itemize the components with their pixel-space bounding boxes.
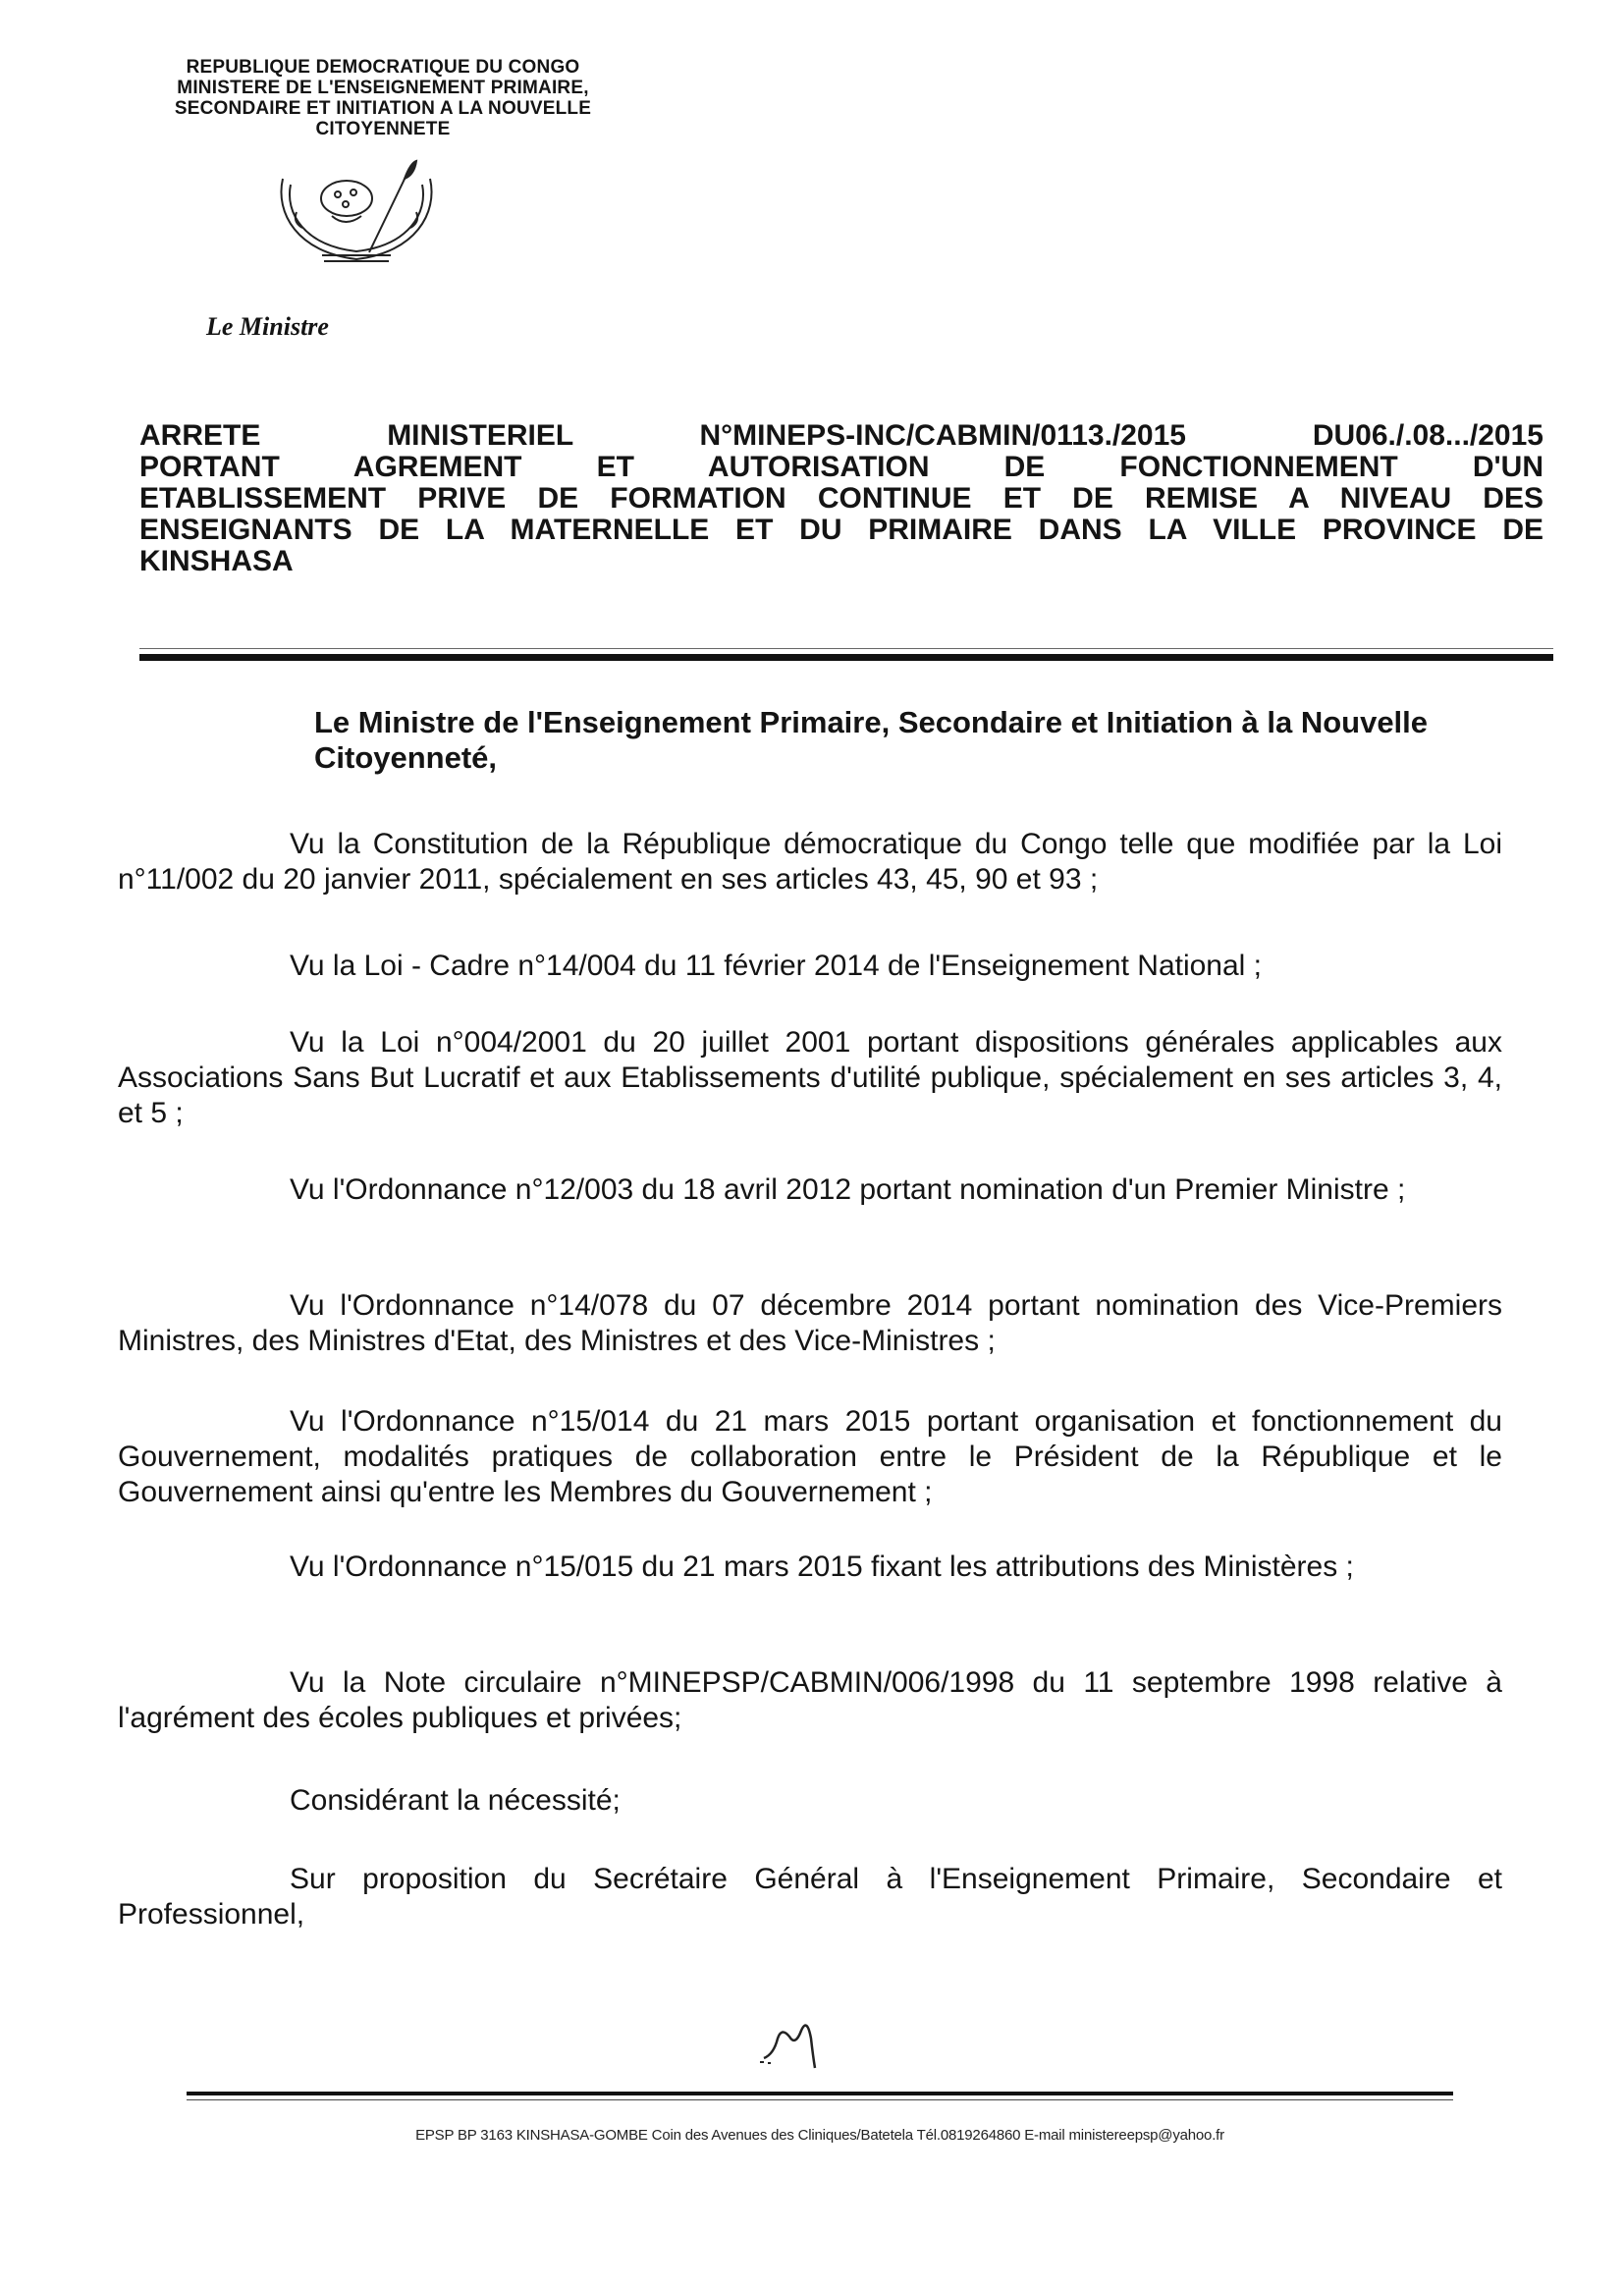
title-line: PORTANT AGREMENT ET AUTORISATION DE FONCTIONNEMENT D'UN [139, 451, 1543, 483]
recital-text: Vu l'Ordonnance n°12/003 du 18 avril 2012 portant nomination d'un Premier Ministre ; [290, 1173, 1406, 1206]
recital-text: Vu l'Ordonnance n°14/078 du 07 décembre 2014 portant nomination des Vice-Premiers Ministres, des Ministres d'Etat, des Ministres et des Vice-Ministres ; [118, 1289, 1502, 1357]
footer-divider-thin [187, 2099, 1453, 2100]
signer-caption: Le Ministre [206, 312, 329, 341]
recital-text: Sur proposition du Secrétaire Général à l'Enseignement Primaire, Secondaire et Professionnel, [118, 1863, 1502, 1931]
recital-constitution [118, 827, 1502, 898]
recital-ministries-attributions [118, 1550, 1502, 1585]
recital-text: Vu la Loi - Cadre n°14/004 du 11 février 2014 de l'Enseignement National ; [290, 950, 1263, 982]
header-line-country: REPUBLIQUE DEMOCRATIQUE DU CONGO [186, 57, 580, 78]
title-divider-thin [139, 648, 1553, 649]
recital-framework-law [118, 949, 1502, 984]
issuer-header [128, 57, 638, 139]
recital-asbl-law [118, 1025, 1502, 1131]
recital-government-organisation [118, 1404, 1502, 1510]
footer-address: EPSP BP 3163 KINSHASA-GOMBE Coin des Avenues des Cliniques/Batetela Tél.0819264860 E-mail ministereepsp@yahoo.fr [415, 2127, 1224, 2144]
recital-text: Vu l'Ordonnance n°15/015 du 21 mars 2015 fixant les attributions des Ministères ; [290, 1551, 1354, 1583]
recital-text: Considérant la nécessité; [290, 1784, 621, 1817]
recital-proposal [118, 1862, 1502, 1932]
recital-ministers-appointment [118, 1288, 1502, 1359]
title-line: ETABLISSEMENT PRIVE DE FORMATION CONTINUE ET DE REMISE A NIVEAU DES [139, 482, 1543, 515]
header-line-citizenship: CITOYENNETE [315, 119, 451, 139]
recital-text: Vu la Constitution de la République démocratique du Congo telle que modifiée par la Loi n°11/002 du 20 janvier 2011, spécialement en ses articles 43, 45, 90 et 93 ; [118, 828, 1502, 896]
title-line: KINSHASA [139, 545, 294, 577]
title-line: ENSEIGNANTS DE LA MATERNELLE ET DU PRIMAIRE DANS LA VILLE PROVINCE DE [139, 514, 1543, 546]
decree-title [139, 420, 1543, 577]
recital-text: Vu l'Ordonnance n°15/014 du 21 mars 2015 portant organisation et fonctionnement du Gouvernement, modalités pratiques de collaboration entre le Président de la République et le Gouvernement ainsi qu'entre les Membres du Gouvernement ; [118, 1405, 1502, 1508]
header-line-ministry-cont: SECONDAIRE ET INITIATION A LA NOUVELLE [174, 98, 592, 119]
recital-text: Vu la Note circulaire n°MINEPSP/CABMIN/006/1998 du 11 septembre 1998 relative à l'agrément des écoles publiques et privées; [118, 1666, 1502, 1734]
title-line-reference: ARRETE MINISTERIEL N°MINEPS-INC/CABMIN/0113./2015 DU06./.08.../2015 [139, 419, 1543, 452]
recital-prime-minister [118, 1172, 1502, 1208]
recital-text: Vu la Loi n°004/2001 du 20 juillet 2001 portant dispositions générales applicables aux Associations Sans But Lucratif et aux Etablissements d'utilité publique, spécialement en ses articles 3, 4, et 5 ; [118, 1026, 1502, 1129]
issuing-authority: Le Ministre de l'Enseignement Primaire, Secondaire et Initiation à la Nouvelle Citoyenneté, [314, 705, 1429, 775]
recital-circular-note [118, 1665, 1502, 1736]
coat-of-arms-icon [263, 159, 450, 277]
recital-necessity [118, 1783, 1502, 1819]
header-line-ministry: MINISTERE DE L'ENSEIGNEMENT PRIMAIRE, [177, 78, 589, 98]
title-divider [139, 654, 1553, 661]
handwritten-initials-icon [756, 2009, 844, 2078]
footer-divider [187, 2092, 1453, 2095]
